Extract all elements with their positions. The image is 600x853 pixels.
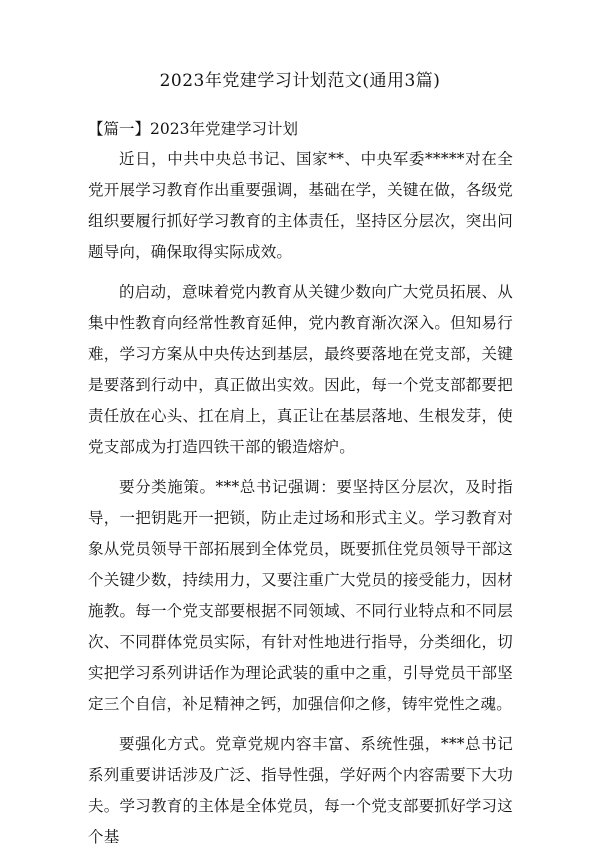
section-heading: 【篇一】2023年党建学习计划 [88,120,298,138]
paragraph: 要强化方式。党章党规内容丰富、系统性强，***总书记系列重要讲话涉及广泛、指导性强，学好两个内容需要下大功夫。学习教育的主体是全体党员，每一个党支部要抓好学习这个基 [88,735,513,846]
document-body [88,144,513,853]
paragraph: 要分类施策。***总书记强调：要坚持区分层次，及时指导，一把钥匙开一把锁，防止走过场和形式主义。学习教育对象从党员领导干部拓展到全体党员，既要抓住党员领导干部这个关键少数，持续用力，又要注重广大党员的接受能力，因材施教。每一个党支部要根据不同领域、不同行业特点和不同层次、不同群体党员实际，有针对性地进行指导，分类细化，切实把学习系列讲话作为理论武装的重中之重，引导党员干部坚定三个自信，补足精神之钙，加强信仰之修，铸牢党性之魂。 [88,478,513,713]
paragraph: 的启动，意味着党内教育从关键少数向广大党员拓展、从集中性教育向经常性教育延伸，党内教育渐次深入。但知易行难，学习方案从中央传达到基层，最终要落地在党支部，关键是要落到行动中，真正做出实效。因此，每一个党支部都要把责任放在心头、扛在肩上，真正让在基层落地、生根发芽，使党支部成为打造四铁干部的锻造熔炉。 [88,283,513,456]
document-title: 2023年党建学习计划范文(通用3篇) [159,71,441,91]
paragraph: 近日，中共中央总书记、国家**、中央军委*****对在全党开展学习教育作出重要强调，基础在学，关键在做，各级党组织要履行抓好学习教育的主体责任，坚持区分层次，突出问题导向，确保取得实际成效。 [88,150,513,261]
